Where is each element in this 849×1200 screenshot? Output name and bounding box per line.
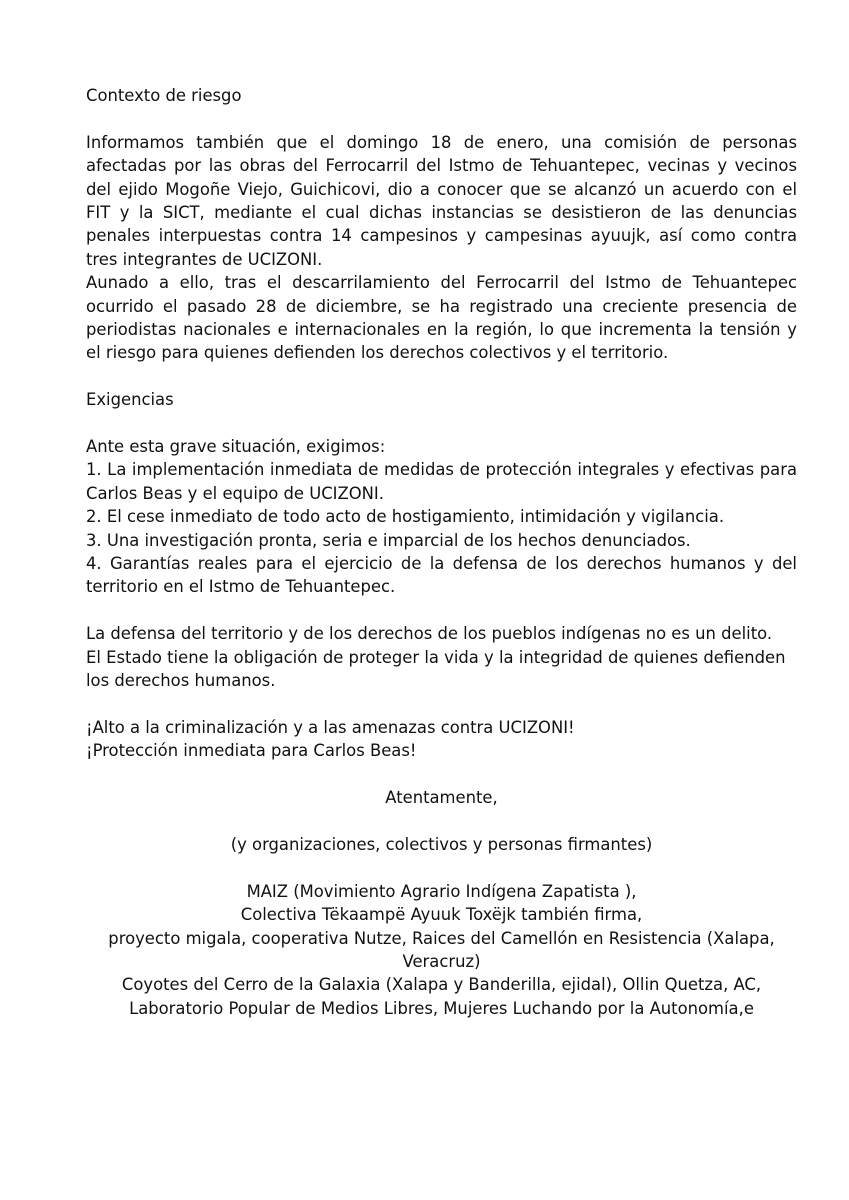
risk-heading: Contexto de riesgo [86,86,242,105]
demand-item-3: 3. Una investigación pronta, seria e imparcial de los hechos denunciados. [86,530,691,550]
signers-note: (y organizaciones, colectivos y personas firmantes) [230,834,653,854]
risk-paragraph-2: Aunado a ello, tras el descarrilamiento del Ferrocarril del Istmo de Tehuantepec ocurrido el pasado 28 de diciembre, se ha registrado una creciente presencia de periodistas nacionales e internacionales en la región, lo que incrementa la tensión y el riesgo para quienes defienden los derechos colectivos y el territorio. [86,273,797,363]
statement-1: La defensa del territorio y de los derechos de los pueblos indígenas no es un delito. [86,624,773,644]
signer-line-4: Coyotes del Cerro de la Galaxia (Xalapa y Banderilla, ejidal), Ollin Quetza, AC, Laboratorio Popular de Medios Libres, Mujeres Luchando por la Autonomía,e [121,975,762,1018]
salutation: Atentamente, [385,788,498,808]
statement-2: El Estado tiene la obligación de proteger la vida y la integridad de quienes defienden los derechos humanos. [86,647,786,691]
demands-heading: Exigencias [86,390,174,410]
slogan-1: ¡Alto a la criminalización y a las amenazas contra UCIZONI! [86,717,575,737]
demands-intro: Ante esta grave situación, exigimos: [86,437,386,457]
signer-line-3: proyecto migala, cooperativa Nutze, Raices del Camellón en Resistencia (Xalapa, Veracruz) [108,928,775,971]
signer-line-2: Colectiva Tëkaampë Ayuuk Toxëjk también firma, [240,905,643,925]
demand-item-1: 1. La implementación inmediata de medidas de protección integrales y efectivas para Carlos Beas y el equipo de UCIZONI. [86,460,797,503]
slogan-2: ¡Protección inmediata para Carlos Beas! [86,741,417,761]
demand-item-4: 4. Garantías reales para el ejercicio de la defensa de los derechos humanos y del territorio en el Istmo de Tehuantepec. [86,554,797,597]
document-page [86,84,797,1020]
demand-item-2: 2. El cese inmediato de todo acto de hostigamiento, intimidación y vigilancia. [86,507,725,527]
risk-paragraph-1: Informamos también que el domingo 18 de enero, una comisión de personas afectadas por las obras del Ferrocarril del Istmo de Tehuantepec, vecinas y vecinos del ejido Mogoñe Viejo, Guichicovi, dio a conocer que se alcanzó un acuerdo con el FIT y la SICT, mediante el cual dichas instancias se desistieron de las denuncias penales interpuestas contra 14 campesinos y campesinas ayuujk, así como contra tres integrantes de UCIZONI. [86,132,797,269]
signer-line-1: MAIZ (Movimiento Agrario Indígena Zapatista ), [246,881,637,901]
